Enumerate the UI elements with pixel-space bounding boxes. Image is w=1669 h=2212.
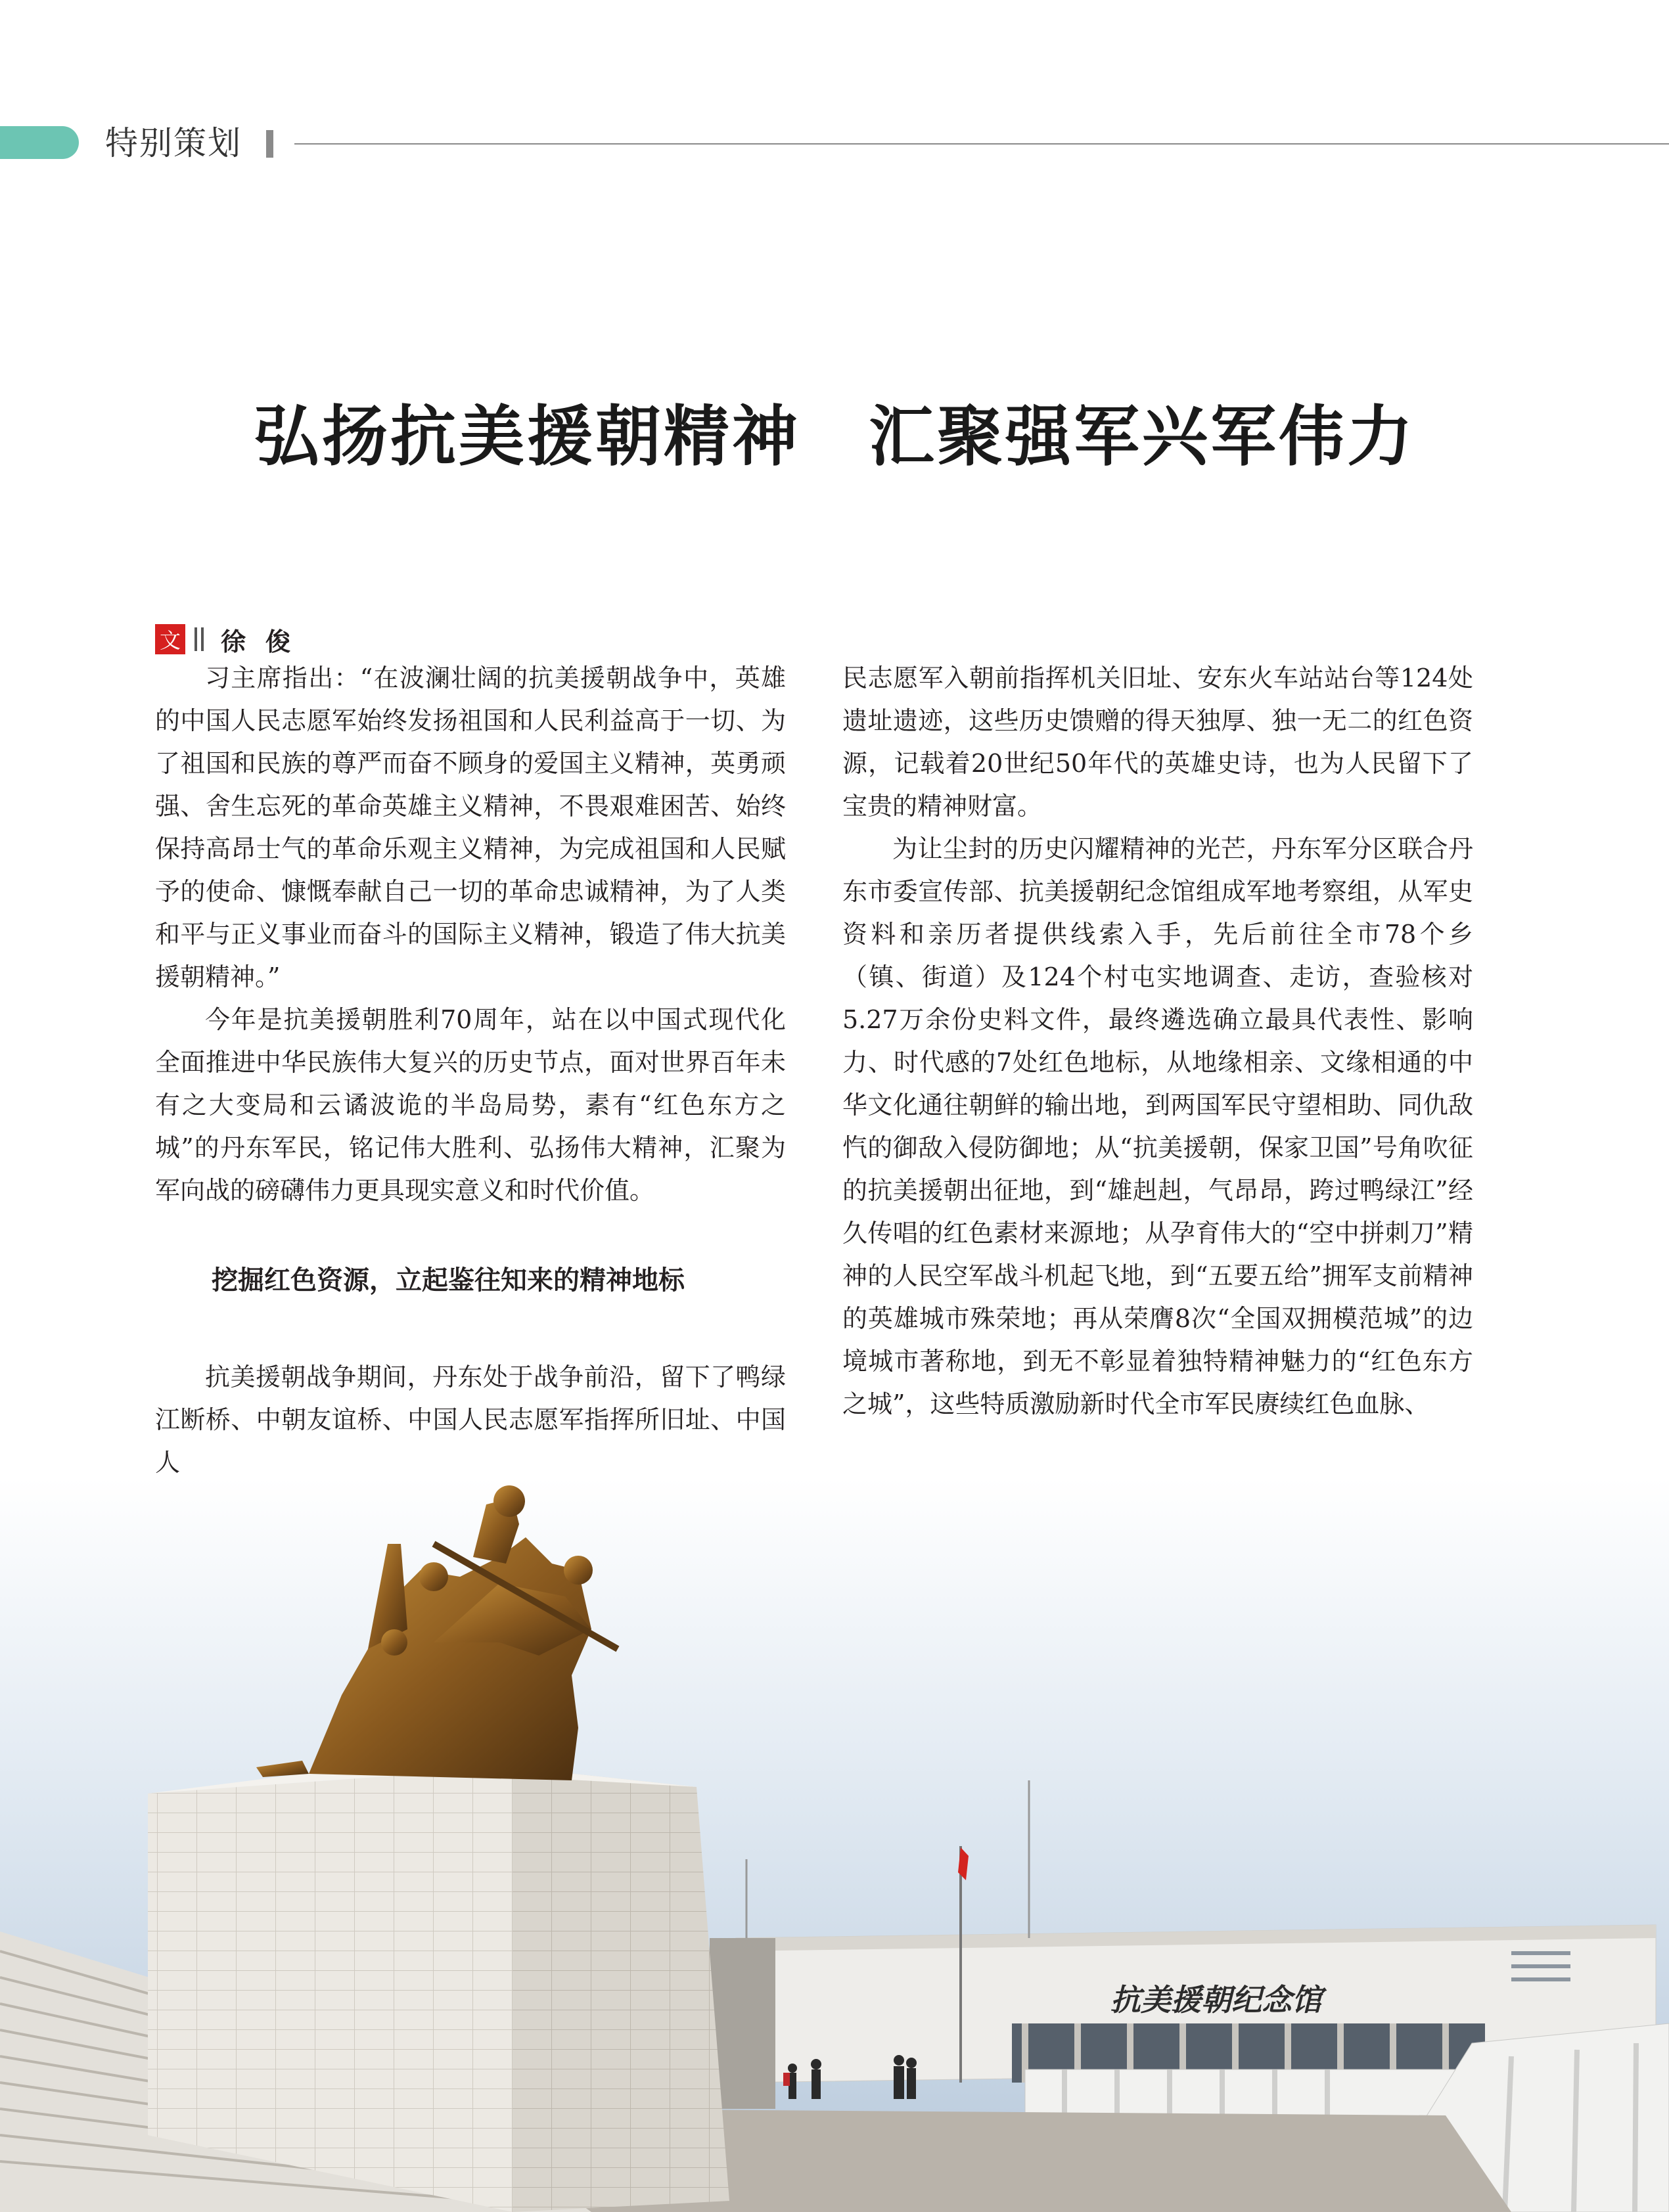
paragraph: 民志愿军入朝前指挥机关旧址、安东火车站站台等124处遗址遗迹，这些历史馈赠的得天独厚、独一无二的红色资源，记载着20世纪50年代的英雄史诗，也为人民留下了宝贵的精神财富。	[842, 664, 1473, 821]
author-name: 徐俊	[221, 627, 311, 656]
museum-sign: 抗美援朝纪念馆	[1110, 1982, 1322, 2018]
pedestal-front	[148, 1767, 513, 2212]
byline	[155, 623, 310, 656]
paragraph: 今年是抗美援朝胜利70周年，站在以中国式现代化全面推进中华民族伟大复兴的历史节点，面对世界百年未有之大变局和云谲波诡的半岛局势，素有“红色东方之城”的丹东军民，铭记伟大胜利、弘扬伟大精神，汇聚为军向战的磅礴伟力更具现实意义和时代价值。	[155, 1005, 786, 1205]
pedestal-side	[513, 1767, 729, 2212]
paragraph: 习主席指出：“在波澜壮阔的抗美援朝战争中，英雄的中国人民志愿军始终发扬祖国和人民利益高于一切、为了祖国和民族的尊严而奋不顾身的爱国主义精神，英勇顽强、舍生忘死的革命英雄主义精神，不畏艰难困苦、始终保持高昂士气的革命乐观主义精神，为完成祖国和人民赋予的使命、慷慨奉献自己一切的革命忠诚精神，为了人类和平与正义事业而奋斗的国际主义精神，锻造了伟大抗美援朝精神。”	[155, 664, 786, 991]
section-divider-bar	[266, 130, 273, 158]
right-column	[842, 657, 1473, 1426]
byline-divider-2	[201, 627, 204, 651]
header-rule	[294, 143, 1669, 145]
author-badge: 文	[155, 624, 185, 654]
left-column	[155, 657, 786, 1484]
section-subheading: 挖掘红色资源，立起鉴往知来的精神地标	[212, 1265, 685, 1296]
section-label: 特别策划	[105, 124, 242, 162]
section-tab-marker	[0, 126, 79, 159]
byline-divider	[194, 627, 197, 651]
paragraph: 为让尘封的历史闪耀精神的光芒，丹东军分区联合丹东市委宣传部、抗美援朝纪念馆组成军地考察组，从军史资料和亲历者提供线索入手，先后前往全市78个乡（镇、街道）及124个村屯实地调查、走访，查验核对5.27万余份史料文件，最终遴选确立最具代表性、影响力、时代感的7处红色地标，从地缘相亲、文缘相通的中华文化通往朝鲜的输出地，到两国军民守望相助、同仇敌忾的御敌入侵防御地；从“抗美援朝，保家卫国”号角吹征的抗美援朝出征地，到“雄赳赳，气昂昂，跨过鸭绿江”经久传唱的红色素材来源地；从孕育伟大的“空中拼刺刀”精神的人民空军战斗机起飞地，到“五要五给”拥军支前精神的英雄城市殊荣地；再从荣膺8次“全国双拥模范城”的边境城市著称地，到无不彰显着独特精神魅力的“红色东方之城”，这些特质激励新时代全市军民赓续红色血脉、	[842, 834, 1473, 1418]
article-title: 弘扬抗美援朝精神 汇聚强军兴军伟力	[254, 398, 1415, 475]
memorial-photo	[0, 1478, 1669, 2212]
paragraph: 抗美援朝战争期间，丹东处于战争前沿，留下了鸭绿江断桥、中朝友谊桥、中国人民志愿军指挥所旧址、中国人	[155, 1363, 786, 1477]
